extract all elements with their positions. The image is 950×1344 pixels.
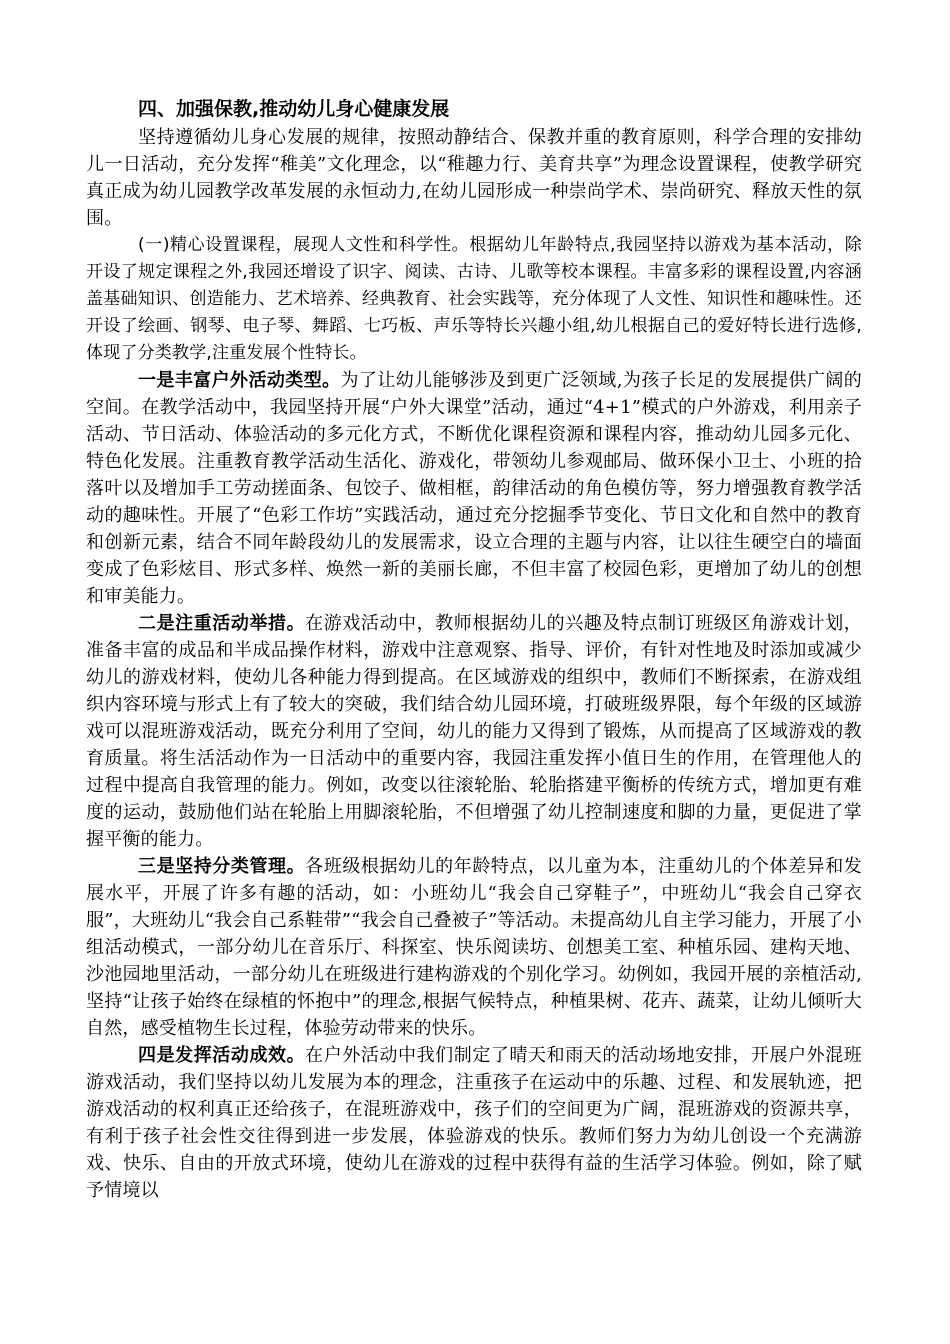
point-activity-effectiveness-paragraph (86, 1042, 862, 1204)
point-activity-measures-lead: 二是注重活动举措。 (138, 613, 306, 634)
point-classified-management-body: 各班级根据幼儿的年龄特点，以儿童为本，注重幼儿的个体差异和发展水平，开展了许多有趣的活动，如：小班幼儿“我会自己穿鞋子”，中班幼儿“我会自己穿衣服”，大班幼儿“我会自己系鞋带”“我会自己叠被子”等活动。未提高幼儿自主学习能力，开展了小组活动模式，一部分幼儿在音乐厅、科探室、快乐阅读坊、创想美工室、种植乐园、建构天地、沙池园地里活动，一部分幼儿在班级进行建构游戏的个别化学习。幼例如，我园开展的亲植活动,坚持“让孩子始终在绿植的怀抱中”的理念,根据气候特点，种植果树、花卉、蔬菜，让幼儿倾听大自然，感受植物生长过程，体验劳动带来的快乐。 (86, 856, 862, 1039)
point-outdoor-activities-body: 为了让幼儿能够涉及到更广泛领域,为孩子长足的发展提供广阔的空间。在教学活动中，我园坚持开展“户外大课堂”活动，通过“4+1”模式的户外游戏，利用亲子活动、节日活动、体验活动的多元化方式，不断优化课程资源和课程内容，推动幼儿园多元化、特色化发展。注重教育教学活动生活化、游戏化，带领幼儿参观邮局、做环保小卫士、小班的拾落叶以及增加手工劳动搓面条、包饺子、做相框，韵律活动的角色模仿等，努力增强教育教学活动的趣味性。开展了“色彩工作坊”实践活动，通过充分挖掘季节变化、节日文化和自然中的教育和创新元素，结合不同年龄段幼儿的发展需求，设立合理的主题与内容，让以往生硬空白的墙面变成了色彩炫目、形式多样、焕然一新的美丽长廊，不但丰富了校园色彩，更增加了幼儿的创想和审美能力。 (86, 370, 862, 607)
point-classified-management-paragraph (86, 853, 862, 1042)
point-activity-measures-paragraph (86, 610, 862, 853)
point-outdoor-activities-paragraph (86, 367, 862, 610)
intro-paragraph: 坚持遵循幼儿身心发展的规律，按照动静结合、保教并重的教育原则，科学合理的安排幼儿一日活动，充分发挥“稚美”文化理念，以“稚趣力行、美育共享”为理念设置课程，使教学研究真正成为幼儿园教学改革发展的永恒动力,在幼儿园形成一种崇尚学术、崇尚研究、释放天性的氛围。 (86, 127, 862, 229)
point-activity-measures-body: 在游戏活动中，教师根据幼儿的兴趣及特点制订班级区角游戏计划，准备丰富的成品和半成品操作材料，游戏中注意观察、指导、评价，有针对性地及时添加或减少幼儿的游戏材料，使幼儿各种能力得到提高。在区域游戏的组织中，教师们不断探索，在游戏组织内容环境与形式上有了较大的突破，我们结合幼儿园环境，打破班级界限，每个年级的区域游戏可以混班游戏活动，既充分利用了空间，幼儿的能力又得到了锻炼，从而提高了区域游戏的教育质量。将生活活动作为一日活动中的重要内容，我园注重发挥小值日生的作用，在管理他人的过程中提高自我管理的能力。例如，改变以往滚轮胎、轮胎搭建平衡桥的传统方式，增加更有难度的运动，鼓励他们站在轮胎上用脚滚轮胎，不但增强了幼儿控制速度和脚的力量，更促进了掌握平衡的能力。 (86, 613, 862, 850)
point-activity-effectiveness-lead: 四是发挥活动成效。 (138, 1045, 306, 1066)
point-outdoor-activities-lead: 一是丰富户外活动类型。 (138, 370, 341, 391)
point-activity-effectiveness-body: 在户外活动中我们制定了晴天和雨天的活动场地安排，开展户外混班游戏活动，我们坚持以幼儿发展为本的理念，注重孩子在运动中的乐趣、过程、和发展轨迹，把游戏活动的权利真正还给孩子，在混班游戏中，孩子们的空间更为广阔，混班游戏的资源共享，有利于孩子社会性交往得到进一步发展，体验游戏的快乐。教师们努力为幼儿创设一个充满游戏、快乐、自由的开放式环境，使幼儿在游戏的过程中获得有益的生活学习体验。例如，除了赋予情境以 (86, 1045, 862, 1201)
section-heading: 四、加强保教,推动幼儿身心健康发展 (138, 98, 450, 120)
subsection-curriculum-paragraph: (一)精心设置课程，展现人文性和科学性。根据幼儿年龄特点,我园坚持以游戏为基本活动，除开设了规定课程之外,我园还增设了识字、阅读、古诗、儿歌等校本课程。丰富多彩的课程设置,内容涵盖基础知识、创造能力、艺术培养、经典教育、社会实践等，充分体现了人文性、知识性和趣味性。还开设了绘画、钢琴、电子琴、舞蹈、七巧板、声乐等特长兴趣小组,幼儿根据自己的爱好特长进行选修,体现了分类教学,注重发展个性特长。 (86, 235, 862, 363)
point-classified-management-lead: 三是坚持分类管理。 (138, 856, 306, 877)
document-page (86, 94, 862, 1334)
